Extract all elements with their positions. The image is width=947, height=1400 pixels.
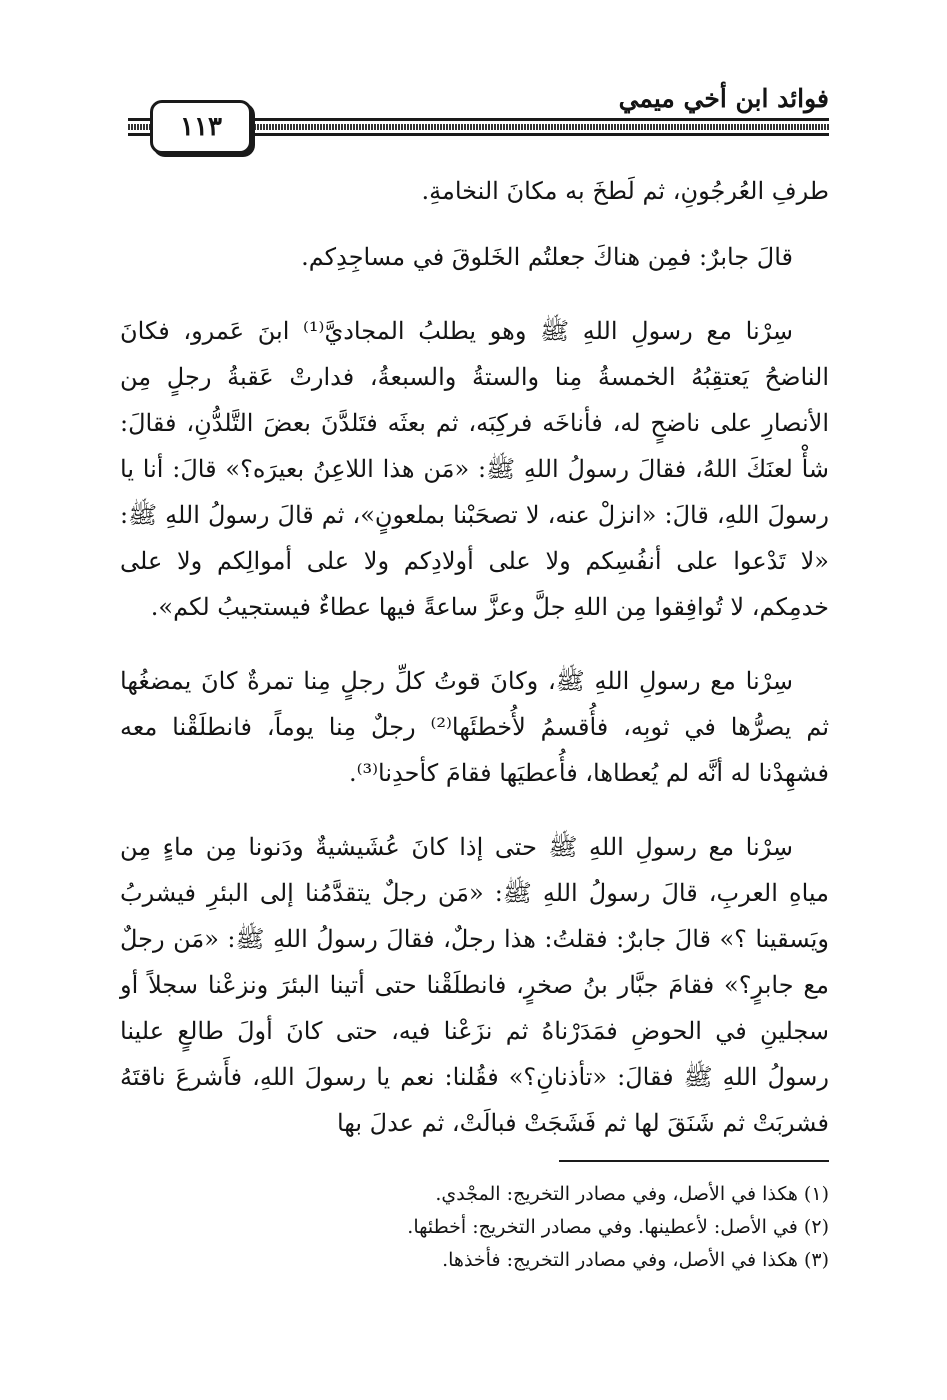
footnote: (٢) في الأصل: لأعطينها. وفي مصادر التخريج: أخطئها. xyxy=(407,1216,829,1238)
footnotes xyxy=(120,1178,829,1277)
running-title: فوائد ابن أخي ميمي xyxy=(618,84,829,113)
footnote-separator xyxy=(559,1160,829,1162)
paragraph: سِرْنا مع رسولِ اللهِ ﷺ حتى إذا كانَ عُشَيشيةٌ ودَنونا مِن ماءٍ مِن مياهِ العربِ، قالَ رسولُ اللهِ ﷺ: «مَن رجلٌ يتقدَّمُنا إلى البئرِ فيشربُ ويَسقينا ؟» قالَ جابرٌ: فقلتُ: هذا رجلٌ، فقالَ رسولُ اللهِ ﷺ: «مَن رجلٌ مع جابرٍ؟» فقامَ جبَّار بنُ صخرٍ، فانطلَقْنا حتى أتينا البئرَ ونزعْنا سجلاً أو سجلينِ في الحوضِ فمَدَرْناهُ ثم نزَعْنا فيه، حتى كانَ أولَ طالعٍ علينا رسولُ اللهِ ﷺ فقالَ: «تأذنانِ؟» فقُلنا: نعم يا رسولَ اللهِ، فأَشرعَ ناقتَهُ فشربَتْ ثم شَنَقَ لها ثم فَشَجَتْ فبالَتْ، ثم عدلَ بها xyxy=(120,833,829,1137)
footnote: (٣) هكذا في الأصل، وفي مصادر التخريج: فأخذها. xyxy=(442,1249,829,1271)
paragraph-continuation: طرفِ العُرجُونِ، ثم لَطخَ به مكانَ النخامةِ. xyxy=(421,177,829,205)
footnote: (١) هكذا في الأصل، وفي مصادر التخريج: المجْدي. xyxy=(435,1183,829,1205)
page-number: ١١٣ xyxy=(150,100,252,154)
paragraph: سِرْنا مع رسولِ اللهِ ﷺ، وكانَ قوتُ كلِّ رجلٍ مِنا تمرةٌ كانَ يمضغُها ثم يصرُّها في ثوبِه، فأُقسمُ لأُخطئَها⁽²⁾ رجلٌ مِنا يوماً، فانطلَقْنا معه فشهِدْنا له أنَّه لم يُعطاها، فأُعطيَها فقامَ كأحدِنا⁽³⁾. xyxy=(120,667,829,787)
body-text xyxy=(120,168,829,1174)
paragraph: قالَ جابرٌ: فمِن هناكَ جعلتُم الخَلوقَ في مساجِدِكم. xyxy=(301,243,793,271)
paragraph: سِرْنا مع رسولِ اللهِ ﷺ وهو يطلبُ المجاديَّ⁽¹⁾ ابنَ عَمرو، فكانَ الناضحُ يَعتقِبُهُ الخمسةُ مِنا والستةُ والسبعةُ، فدارتْ عَقبةُ رجلٍ مِن الأنصارِ على ناضحٍ له، فأناخَه فركِبَه، ثم بعثَه فتَلدَّنَ بعضَ التَّلدُّنِ، فقالَ: شأْ لعنَكَ اللهُ، فقالَ رسولُ اللهِ ﷺ: «مَن هذا اللاعِنُ بعيرَه؟» قالَ: أنا يا رسولَ اللهِ، قالَ: «انزلْ عنه، لا تصحَبْنا بملعونٍ»، ثم قالَ رسولُ اللهِ ﷺ: «لا تَدْعوا على أنفُسِكم ولا على أولادِكم ولا على أموالِكم ولا على خدمِكم، لا تُوافِقوا مِن اللهِ جلَّ وعزَّ ساعةً فيها عطاءٌ فيستجيبُ لكم». xyxy=(120,317,829,621)
